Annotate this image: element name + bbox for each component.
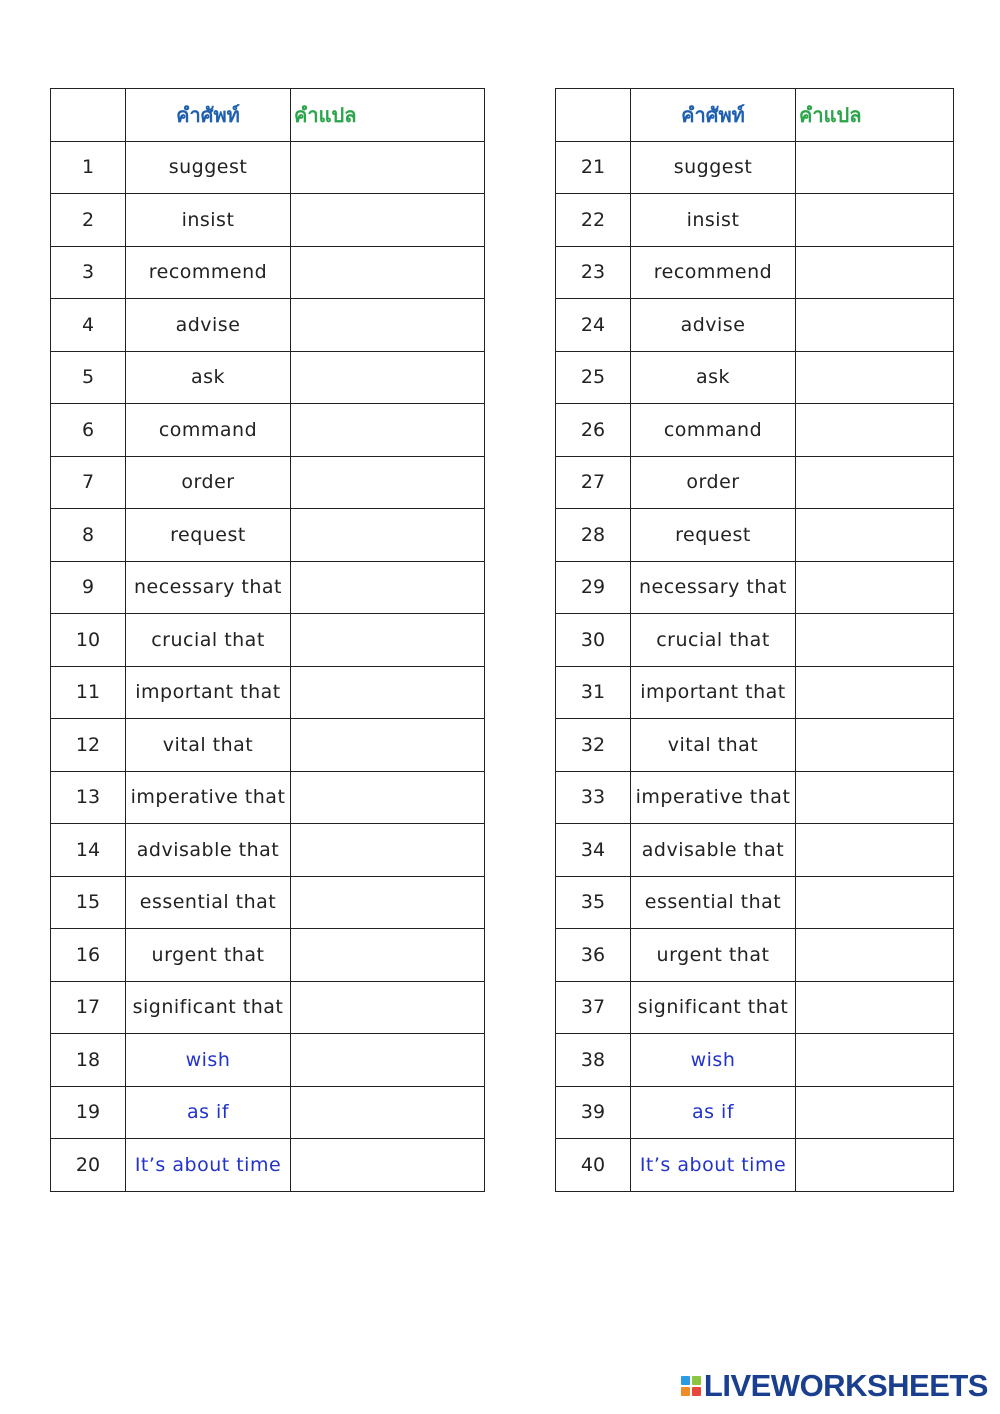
header-number-cell	[556, 89, 631, 142]
vocab-word: order	[631, 456, 796, 509]
table-row	[556, 299, 954, 352]
translation-answer-cell[interactable]	[291, 929, 485, 982]
translation-answer-cell[interactable]	[291, 1086, 485, 1139]
table-row	[51, 404, 485, 457]
translation-answer-cell[interactable]	[796, 194, 954, 247]
row-number: 20	[51, 1139, 126, 1192]
vocab-word: It’s about time	[631, 1139, 796, 1192]
table-row	[51, 509, 485, 562]
vocab-word: vital that	[126, 719, 291, 772]
header-row	[51, 89, 485, 142]
header-translation: คำแปล	[291, 89, 485, 142]
row-number: 36	[556, 929, 631, 982]
translation-answer-cell[interactable]	[291, 194, 485, 247]
header-word: คำศัพท์	[631, 89, 796, 142]
vocab-word: advisable that	[126, 824, 291, 877]
table-row	[556, 194, 954, 247]
translation-answer-cell[interactable]	[291, 824, 485, 877]
translation-answer-cell[interactable]	[291, 876, 485, 929]
table-row	[556, 824, 954, 877]
table-row	[51, 771, 485, 824]
row-number: 13	[51, 771, 126, 824]
vocab-word: advise	[631, 299, 796, 352]
translation-answer-cell[interactable]	[796, 141, 954, 194]
table-row	[556, 509, 954, 562]
table-row	[556, 141, 954, 194]
vocab-word: as if	[126, 1086, 291, 1139]
row-number: 28	[556, 509, 631, 562]
row-number: 6	[51, 404, 126, 457]
table-row	[556, 456, 954, 509]
table-row	[556, 404, 954, 457]
liveworksheets-logo-icon	[681, 1376, 701, 1396]
vocab-word: wish	[126, 1034, 291, 1087]
vocab-word: necessary that	[631, 561, 796, 614]
header-number-cell	[51, 89, 126, 142]
table-row	[556, 614, 954, 667]
row-number: 4	[51, 299, 126, 352]
table-row	[556, 719, 954, 772]
vocab-word: vital that	[631, 719, 796, 772]
row-number: 22	[556, 194, 631, 247]
row-number: 9	[51, 561, 126, 614]
header-row	[556, 89, 954, 142]
row-number: 18	[51, 1034, 126, 1087]
vocab-word: advise	[126, 299, 291, 352]
translation-answer-cell[interactable]	[796, 456, 954, 509]
row-number: 32	[556, 719, 631, 772]
translation-answer-cell[interactable]	[796, 719, 954, 772]
vocab-word: request	[631, 509, 796, 562]
row-number: 17	[51, 981, 126, 1034]
row-number: 31	[556, 666, 631, 719]
table-row	[51, 351, 485, 404]
logo-text: LIVEWORKSHEETS	[703, 1368, 988, 1403]
vocab-word: as if	[631, 1086, 796, 1139]
row-number: 37	[556, 981, 631, 1034]
row-number: 21	[556, 141, 631, 194]
row-number: 14	[51, 824, 126, 877]
translation-answer-cell[interactable]	[291, 614, 485, 667]
vocab-word: imperative that	[631, 771, 796, 824]
table-row	[51, 981, 485, 1034]
table-row	[51, 194, 485, 247]
table-row	[51, 246, 485, 299]
row-number: 7	[51, 456, 126, 509]
row-number: 23	[556, 246, 631, 299]
row-number: 29	[556, 561, 631, 614]
row-number: 35	[556, 876, 631, 929]
table-row	[556, 929, 954, 982]
translation-answer-cell[interactable]	[291, 246, 485, 299]
row-number: 10	[51, 614, 126, 667]
table-row	[51, 824, 485, 877]
translation-answer-cell[interactable]	[291, 404, 485, 457]
row-number: 12	[51, 719, 126, 772]
translation-answer-cell[interactable]	[291, 299, 485, 352]
table-row	[51, 141, 485, 194]
translation-answer-cell[interactable]	[796, 876, 954, 929]
vocabulary-table-left	[50, 88, 485, 1192]
row-number: 11	[51, 666, 126, 719]
translation-answer-cell[interactable]	[291, 351, 485, 404]
header-translation: คำแปล	[796, 89, 954, 142]
table-row	[556, 666, 954, 719]
translation-answer-cell[interactable]	[291, 141, 485, 194]
vocab-word: recommend	[631, 246, 796, 299]
table-row	[51, 299, 485, 352]
row-number: 34	[556, 824, 631, 877]
row-number: 3	[51, 246, 126, 299]
table-row	[51, 1034, 485, 1087]
row-number: 5	[51, 351, 126, 404]
table-row	[51, 719, 485, 772]
vocabulary-table-right	[555, 88, 954, 1192]
translation-answer-cell[interactable]	[796, 771, 954, 824]
row-number: 1	[51, 141, 126, 194]
table-row	[51, 929, 485, 982]
table-row	[51, 456, 485, 509]
row-number: 25	[556, 351, 631, 404]
table-row	[556, 246, 954, 299]
vocab-word: urgent that	[126, 929, 291, 982]
vocab-word: wish	[631, 1034, 796, 1087]
vocab-word: advisable that	[631, 824, 796, 877]
translation-answer-cell[interactable]	[291, 1034, 485, 1087]
vocab-word: ask	[126, 351, 291, 404]
vocab-word: essential that	[631, 876, 796, 929]
row-number: 40	[556, 1139, 631, 1192]
table-row	[556, 771, 954, 824]
vocab-word: request	[126, 509, 291, 562]
translation-answer-cell[interactable]	[796, 981, 954, 1034]
vocab-word: significant that	[126, 981, 291, 1034]
row-number: 2	[51, 194, 126, 247]
translation-answer-cell[interactable]	[796, 1034, 954, 1087]
row-number: 33	[556, 771, 631, 824]
row-number: 16	[51, 929, 126, 982]
translation-answer-cell[interactable]	[796, 824, 954, 877]
table-row	[51, 1086, 485, 1139]
vocab-word: imperative that	[126, 771, 291, 824]
table-row	[556, 1034, 954, 1087]
vocab-word: insist	[126, 194, 291, 247]
vocab-word: important that	[631, 666, 796, 719]
vocab-word: important that	[126, 666, 291, 719]
row-number: 30	[556, 614, 631, 667]
vocab-word: essential that	[126, 876, 291, 929]
vocab-word: suggest	[631, 141, 796, 194]
translation-answer-cell[interactable]	[291, 771, 485, 824]
row-number: 39	[556, 1086, 631, 1139]
table-row	[556, 876, 954, 929]
vocab-word: crucial that	[631, 614, 796, 667]
vocab-word: command	[126, 404, 291, 457]
row-number: 38	[556, 1034, 631, 1087]
translation-answer-cell[interactable]	[796, 929, 954, 982]
table-row	[556, 1139, 954, 1192]
vocab-word: suggest	[126, 141, 291, 194]
translation-answer-cell[interactable]	[796, 246, 954, 299]
table-row	[556, 1086, 954, 1139]
translation-answer-cell[interactable]	[796, 666, 954, 719]
table-row	[51, 876, 485, 929]
translation-answer-cell[interactable]	[291, 509, 485, 562]
vocab-word: order	[126, 456, 291, 509]
table-row	[51, 561, 485, 614]
table-row	[556, 981, 954, 1034]
row-number: 24	[556, 299, 631, 352]
table-row	[556, 561, 954, 614]
header-word: คำศัพท์	[126, 89, 291, 142]
row-number: 8	[51, 509, 126, 562]
table-row	[51, 614, 485, 667]
translation-answer-cell[interactable]	[291, 561, 485, 614]
liveworksheets-logo[interactable]	[681, 1368, 988, 1404]
translation-answer-cell[interactable]	[796, 509, 954, 562]
table-row	[556, 351, 954, 404]
row-number: 26	[556, 404, 631, 457]
table-row	[51, 666, 485, 719]
row-number: 15	[51, 876, 126, 929]
vocab-word: command	[631, 404, 796, 457]
translation-answer-cell[interactable]	[291, 981, 485, 1034]
vocab-word: insist	[631, 194, 796, 247]
vocab-word: urgent that	[631, 929, 796, 982]
translation-answer-cell[interactable]	[796, 404, 954, 457]
translation-answer-cell[interactable]	[796, 299, 954, 352]
vocab-word: It’s about time	[126, 1139, 291, 1192]
translation-answer-cell[interactable]	[796, 1139, 954, 1192]
translation-answer-cell[interactable]	[291, 456, 485, 509]
translation-answer-cell[interactable]	[796, 614, 954, 667]
translation-answer-cell[interactable]	[291, 719, 485, 772]
vocab-word: necessary that	[126, 561, 291, 614]
translation-answer-cell[interactable]	[291, 666, 485, 719]
vocab-word: ask	[631, 351, 796, 404]
translation-answer-cell[interactable]	[796, 351, 954, 404]
vocab-word: recommend	[126, 246, 291, 299]
row-number: 19	[51, 1086, 126, 1139]
table-row	[51, 1139, 485, 1192]
vocab-word: crucial that	[126, 614, 291, 667]
translation-answer-cell[interactable]	[291, 1139, 485, 1192]
translation-answer-cell[interactable]	[796, 1086, 954, 1139]
row-number: 27	[556, 456, 631, 509]
vocab-word: significant that	[631, 981, 796, 1034]
translation-answer-cell[interactable]	[796, 561, 954, 614]
